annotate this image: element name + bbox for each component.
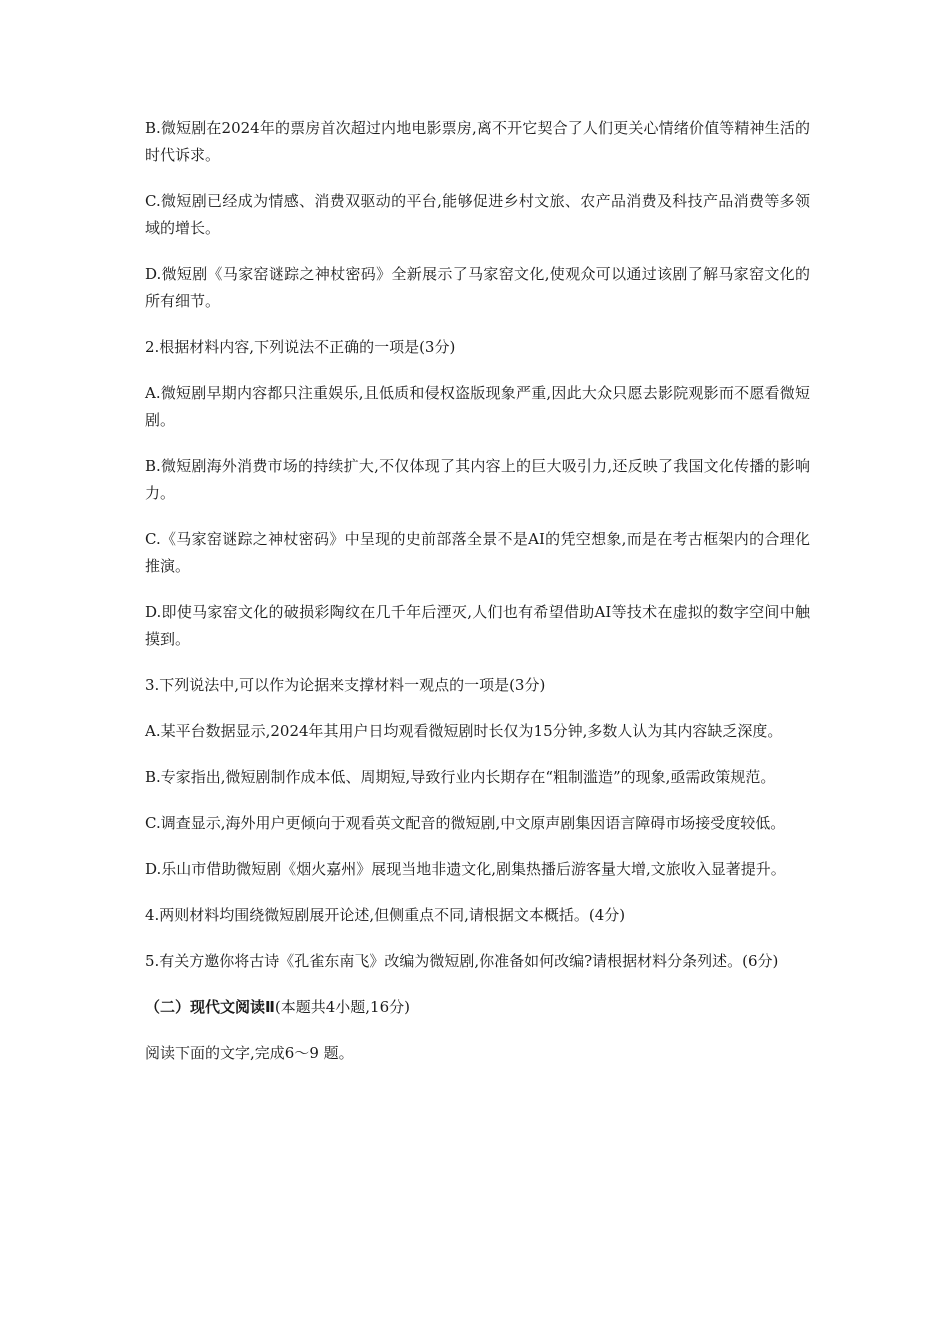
option-c-q1: C.微短剧已经成为情感、消费双驱动的平台,能够促进乡村文旅、农产品消费及科技产品消费等多领域的增长。 xyxy=(145,192,810,237)
question-5: 5.有关方邀你将古诗《孔雀东南飞》改编为微短剧,你准备如何改编?请根据材料分条列述。(6分) xyxy=(145,952,779,970)
option-d-q3: D.乐山市借助微短剧《烟火嘉州》展现当地非遗文化,剧集热播后游客量大增,文旅收入显著提升。 xyxy=(145,860,786,878)
section-heading xyxy=(145,994,810,1021)
question-3: 3.下列说法中,可以作为论据来支撑材料一观点的一项是(3分) xyxy=(145,676,546,694)
option-d-q2: D.即使马家窑文化的破损彩陶纹在几千年后湮灭,人们也有希望借助AI等技术在虚拟的数字空间中触摸到。 xyxy=(145,603,810,648)
option-b-q1: B.微短剧在2024年的票房首次超过内地电影票房,离不开它契合了人们更关心情绪价值等精神生活的时代诉求。 xyxy=(145,119,810,164)
document-page xyxy=(145,115,810,1086)
option-a-q2: A.微短剧早期内容都只注重娱乐,且低质和侵权盗版现象严重,因此大众只愿去影院观影而不愿看微短剧。 xyxy=(145,384,810,429)
option-d-q1: D.微短剧《马家窑谜踪之神杖密码》全新展示了马家窑文化,使观众可以通过该剧了解马家窑文化的所有细节。 xyxy=(145,265,810,310)
section-heading-note: (本题共4小题,16分) xyxy=(274,998,410,1016)
question-4: 4.两则材料均围绕微短剧展开论述,但侧重点不同,请根据文本概括。(4分) xyxy=(145,906,626,924)
reading-instruction: 阅读下面的文字,完成6～9 题。 xyxy=(145,1044,354,1062)
option-a-q3: A.某平台数据显示,2024年其用户日均观看微短剧时长仅为15分钟,多数人认为其内容缺乏深度。 xyxy=(145,722,783,740)
option-b-q2: B.微短剧海外消费市场的持续扩大,不仅体现了其内容上的巨大吸引力,还反映了我国文化传播的影响力。 xyxy=(145,457,810,502)
question-2: 2.根据材料内容,下列说法不正确的一项是(3分) xyxy=(145,338,456,356)
section-heading-title: （二）现代文阅读Ⅱ xyxy=(145,998,275,1016)
option-b-q3: B.专家指出,微短剧制作成本低、周期短,导致行业内长期存在“粗制滥造”的现象,亟需政策规范。 xyxy=(145,768,776,786)
option-c-q3: C.调查显示,海外用户更倾向于观看英文配音的微短剧,中文原声剧集因语言障碍市场接受度较低。 xyxy=(145,814,786,832)
option-c-q2: C.《马家窑谜踪之神杖密码》中呈现的史前部落全景不是AI的凭空想象,而是在考古框架内的合理化推演。 xyxy=(145,530,810,575)
